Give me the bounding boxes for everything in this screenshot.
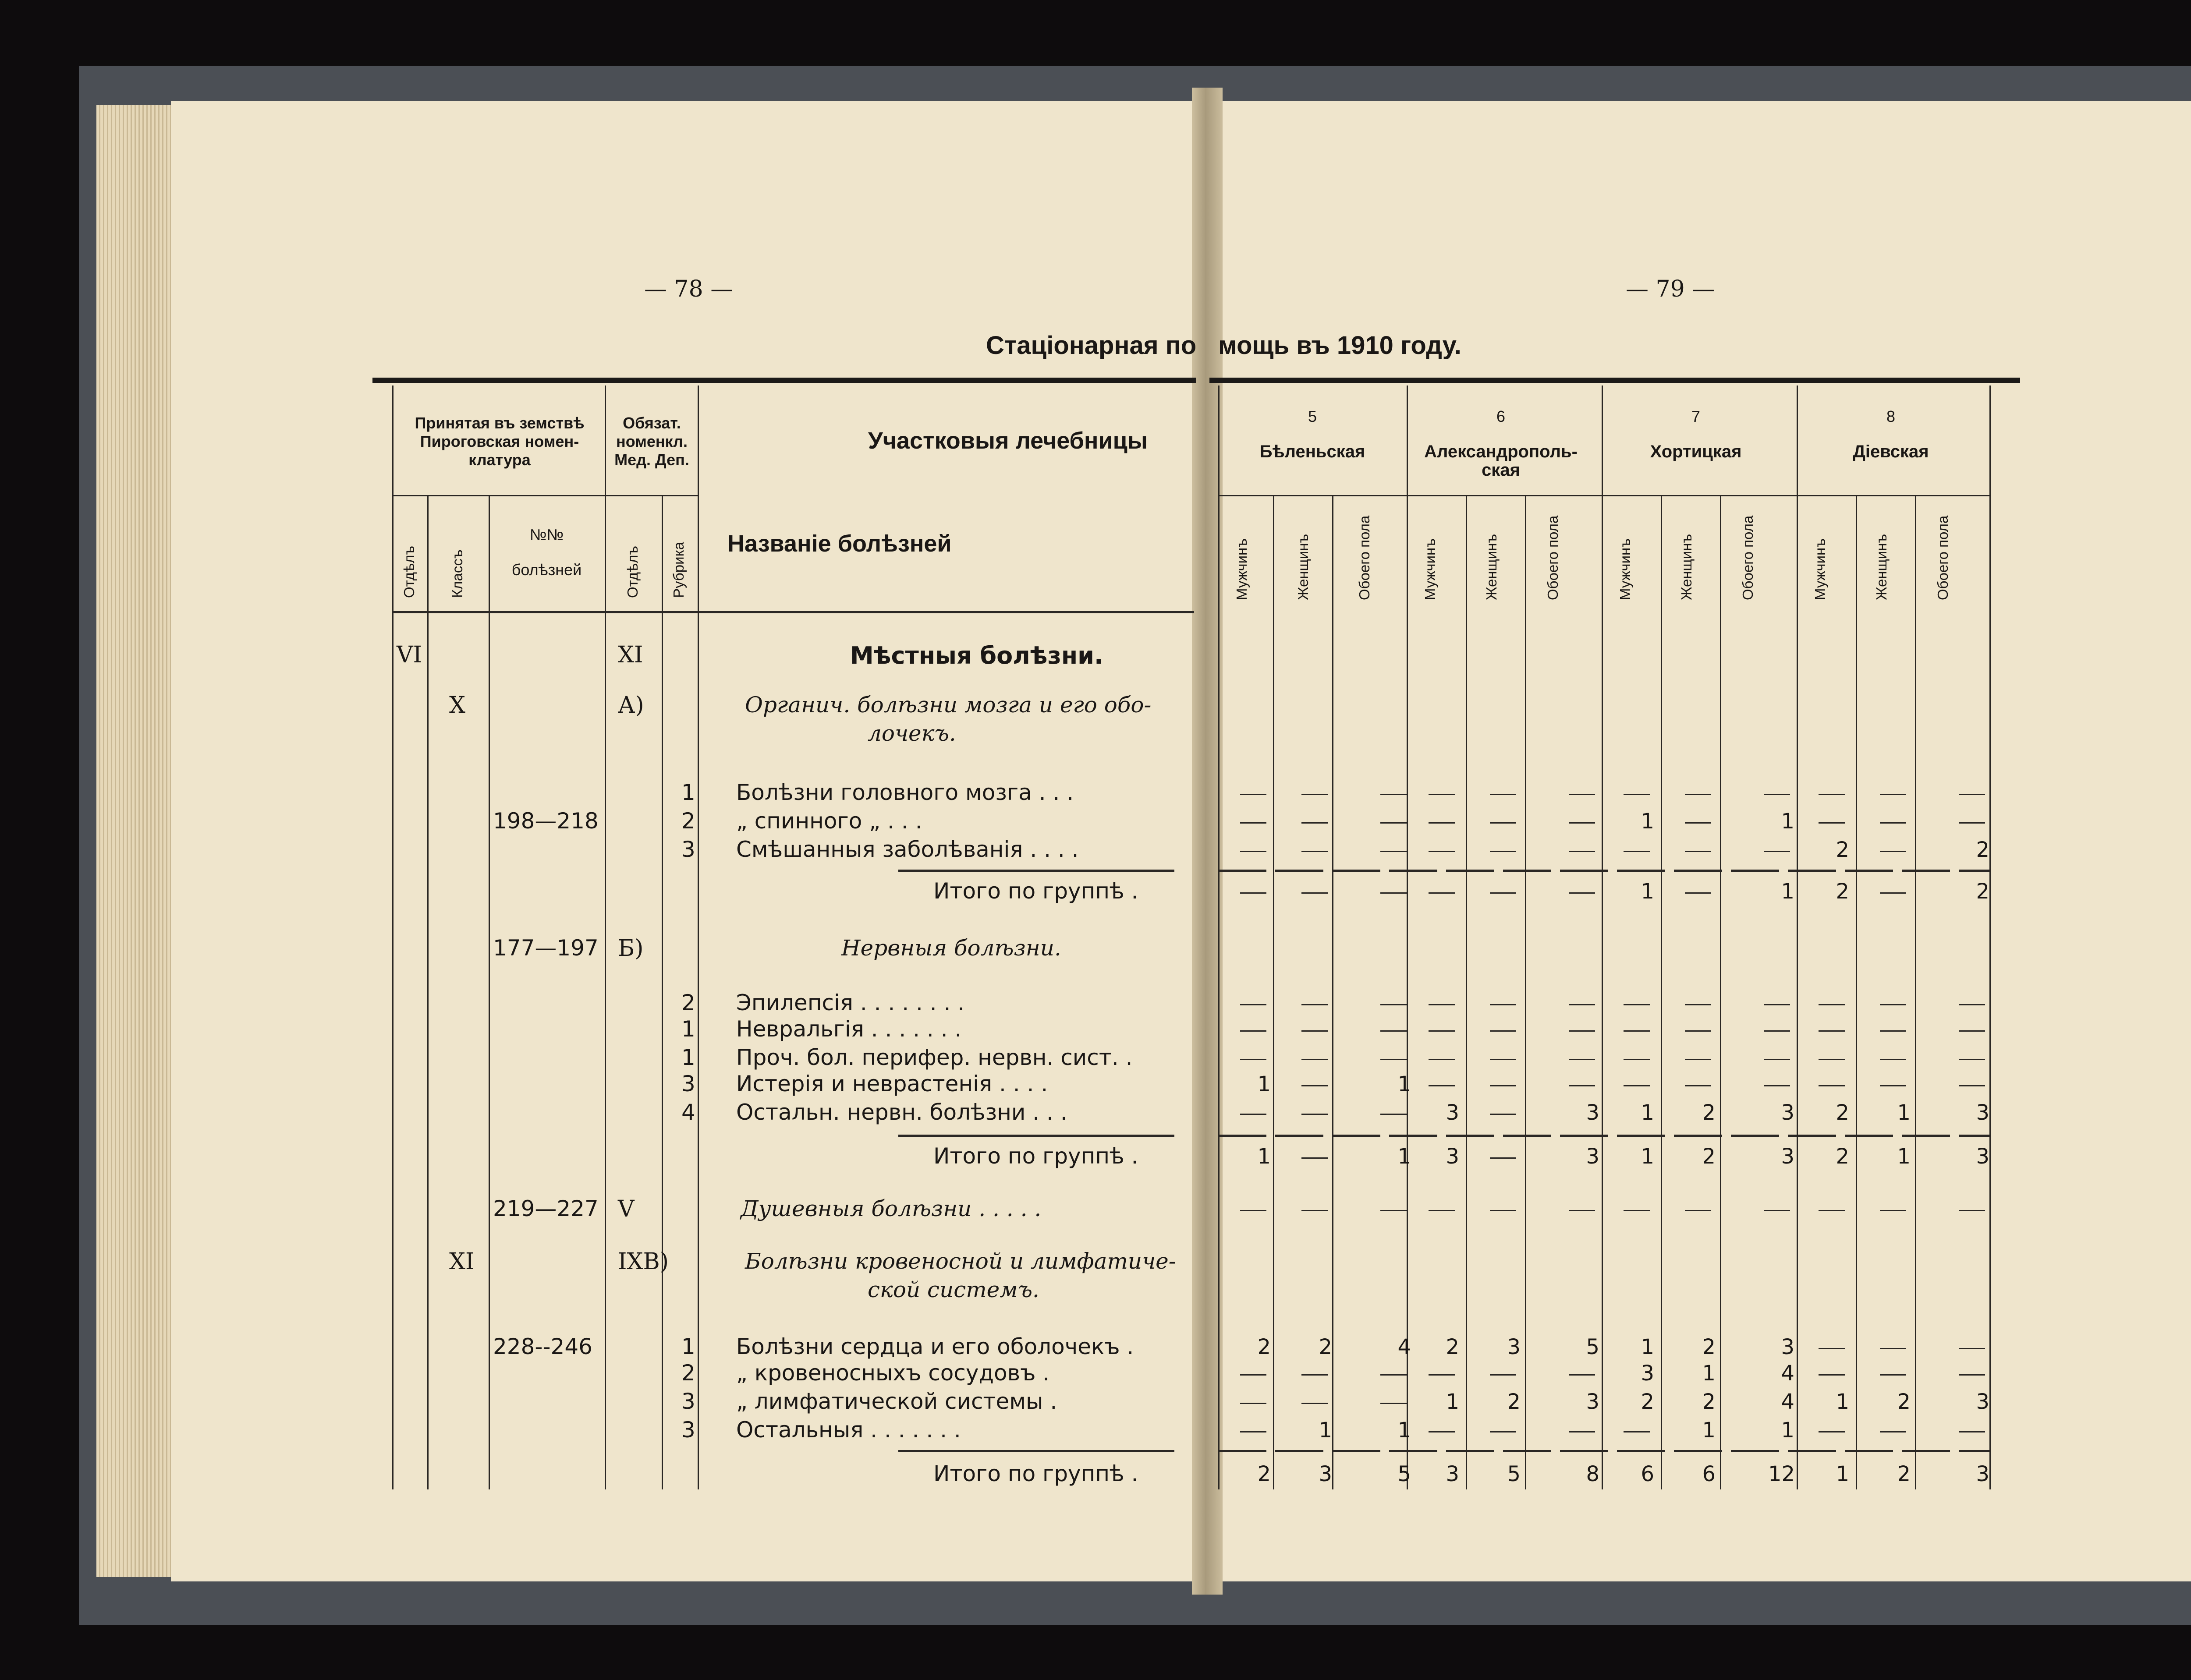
value-dash (1764, 794, 1790, 795)
value-number: 5 (1507, 1462, 1521, 1486)
value-dash (1880, 1210, 1906, 1211)
value-dash (1569, 1431, 1595, 1432)
total-rule (1218, 870, 1989, 872)
value-dash (1240, 1114, 1266, 1115)
value-dash (1380, 1114, 1407, 1115)
value-dash (1959, 1030, 1985, 1032)
row-rubrika: 4 (681, 1100, 695, 1125)
row-rubrika: 3 (681, 1417, 695, 1443)
value-dash (1685, 892, 1711, 894)
row-disease-name: Итого по группѣ . (933, 1143, 1138, 1169)
value-dash (1380, 1059, 1407, 1060)
value-dash (1880, 892, 1906, 894)
value-dash (1880, 822, 1906, 824)
row-disease-name: Болѣзни сердца и его оболочекъ . (736, 1334, 1134, 1359)
row-disease-name: Органич. болѣзни мозга и его обо- (745, 692, 1152, 718)
value-number: 3 (1507, 1335, 1521, 1359)
value-number: 1 (1257, 1144, 1271, 1169)
value-number: 1 (1641, 1144, 1654, 1169)
value-number: 6 (1641, 1462, 1654, 1486)
row-rubrika: 1 (681, 1016, 695, 1042)
row-rubrika: 1 (681, 780, 695, 805)
top-rule-left (372, 378, 1196, 383)
value-number: 2 (1446, 1335, 1459, 1359)
value-dash (1240, 1004, 1266, 1005)
value-dash (1880, 1348, 1906, 1349)
col-klass: Классъ (449, 549, 465, 598)
value-dash (1880, 794, 1906, 795)
value-dash (1959, 1348, 1985, 1349)
value-number: 1 (1702, 1418, 1716, 1443)
value-number: 2 (1702, 1390, 1716, 1414)
row-disease-name: Остальн. нервн. болѣзни . . . (736, 1100, 1067, 1125)
row-disease-name: Проч. бол. перифер. нервн. сист. . (736, 1045, 1133, 1070)
value-dash (1959, 1004, 1985, 1005)
row-rubrika: 1 (681, 1045, 695, 1070)
value-dash (1240, 1374, 1266, 1376)
value-number: 2 (1976, 879, 1989, 904)
value-dash (1240, 794, 1266, 795)
value-dash (1685, 1210, 1711, 1211)
value-dash (1819, 1030, 1845, 1032)
subcol-rule (1720, 495, 1721, 1489)
value-dash (1380, 794, 1407, 795)
value-dash (1301, 794, 1328, 795)
value-dash (1380, 1374, 1407, 1376)
value-number: 4 (1781, 1390, 1794, 1414)
col-rule (1602, 386, 1603, 1489)
right-page-number: — 79 — (1626, 276, 1715, 302)
row-rubrika: 3 (681, 1389, 695, 1414)
value-dash (1569, 1004, 1595, 1005)
value-dash (1819, 1431, 1845, 1432)
value-dash (1490, 1030, 1516, 1032)
value-number: 1 (1641, 1100, 1654, 1125)
value-number: 2 (1702, 1335, 1716, 1359)
value-dash (1490, 1210, 1516, 1211)
value-dash (1490, 1085, 1516, 1086)
value-dash (1301, 1059, 1328, 1060)
subcol-label: Мужчинъ (1617, 538, 1633, 600)
col-bolezney: болѣзней (511, 561, 582, 579)
row-disease-name: Мѣстныя болѣзни. (850, 642, 1103, 669)
value-dash (1959, 822, 1985, 824)
value-dash (1685, 1030, 1711, 1032)
value-dash (1764, 1085, 1790, 1086)
total-rule (898, 1135, 1174, 1137)
value-dash (1490, 1004, 1516, 1005)
row-disease-name: Остальныя . . . . . . . (736, 1417, 961, 1443)
subcol-rule (1466, 495, 1467, 1489)
value-dash (1569, 1374, 1595, 1376)
row-disease-name-cont: лочекъ. (868, 721, 956, 746)
value-number: 2 (1976, 838, 1989, 862)
hospital-name: Бѣленьская (1259, 442, 1365, 461)
value-dash (1490, 822, 1516, 824)
value-number: 12 (1768, 1462, 1795, 1486)
row-disease-name: „ кровеносныхъ сосудовъ . (736, 1360, 1050, 1386)
value-number: 3 (1319, 1462, 1332, 1486)
value-dash (1429, 1030, 1455, 1032)
row-disease-name: Истерія и неврастенія . . . . (736, 1071, 1048, 1096)
row-disease-name: Болѣзни кровеносной и лимфатиче- (745, 1249, 1176, 1274)
row-nn: 198—218 (493, 808, 599, 834)
row-otdel2: XI (618, 642, 643, 668)
row-rubrika: 3 (681, 1071, 695, 1096)
value-dash (1880, 1085, 1906, 1086)
value-dash (1301, 1004, 1328, 1005)
value-number: 2 (1257, 1462, 1271, 1486)
value-number: 2 (1641, 1390, 1654, 1414)
value-number: 1 (1781, 1418, 1794, 1443)
value-dash (1685, 822, 1711, 824)
value-number: 3 (1781, 1144, 1794, 1169)
value-dash (1429, 1004, 1455, 1005)
row-disease-name: Душевныя болѣзни . . . . . (741, 1196, 1042, 1221)
row-disease-name: „ лимфатической системы . (736, 1389, 1057, 1414)
value-number: 6 (1702, 1462, 1716, 1486)
value-number: 1 (1897, 1100, 1911, 1125)
value-dash (1624, 1085, 1650, 1086)
value-number: 3 (1641, 1361, 1654, 1386)
value-number: 1 (1397, 1144, 1411, 1169)
right-page (1205, 101, 2191, 1581)
row-otdel: VI (397, 642, 422, 668)
value-number: 1 (1781, 809, 1794, 834)
value-dash (1880, 1059, 1906, 1060)
value-dash (1380, 1403, 1407, 1404)
value-dash (1240, 822, 1266, 824)
value-dash (1380, 1210, 1407, 1211)
value-dash (1490, 892, 1516, 894)
value-dash (1490, 794, 1516, 795)
value-dash (1240, 1059, 1266, 1060)
value-dash (1380, 1030, 1407, 1032)
value-number: 1 (1319, 1418, 1332, 1443)
col-nn: №№ (529, 526, 564, 544)
left-page-number: — 78 — (644, 276, 734, 302)
value-dash (1569, 892, 1595, 894)
subcol-label: Обоего пола (1356, 515, 1372, 600)
value-dash (1240, 851, 1266, 852)
value-dash (1624, 1004, 1650, 1005)
col-rule (1797, 386, 1798, 1489)
value-dash (1569, 1210, 1595, 1211)
value-dash (1380, 851, 1407, 852)
total-rule (1218, 1450, 1989, 1452)
row-otdel2: IXB) (618, 1249, 669, 1275)
value-number: 2 (1836, 838, 1849, 862)
value-dash (1569, 822, 1595, 824)
row-rubrika: 3 (681, 837, 695, 862)
title-left-part: Стаціонарная по (986, 331, 1197, 360)
value-number: 3 (1976, 1100, 1989, 1125)
value-dash (1301, 1085, 1328, 1086)
row-nn: 219—227 (493, 1196, 599, 1221)
value-dash (1569, 1085, 1595, 1086)
row-otdel2: А) (618, 692, 644, 718)
col-rubrika: Рубрика (670, 541, 687, 598)
hospital-name: Хортицкая (1650, 442, 1742, 461)
value-dash (1685, 794, 1711, 795)
value-dash (1301, 1030, 1328, 1032)
col-rule (1407, 386, 1408, 1489)
value-number: 2 (1836, 1100, 1849, 1125)
value-number: 3 (1586, 1390, 1599, 1414)
value-dash (1380, 1004, 1407, 1005)
value-number: 2 (1507, 1390, 1521, 1414)
subcol-label: Обоего пола (1545, 515, 1561, 600)
value-dash (1490, 1431, 1516, 1432)
value-number: 3 (1586, 1100, 1599, 1125)
value-number: 1 (1446, 1390, 1459, 1414)
value-dash (1685, 1059, 1711, 1060)
value-number: 2 (1897, 1462, 1911, 1486)
value-dash (1490, 1157, 1516, 1159)
hospital-number: 7 (1691, 407, 1701, 425)
value-dash (1624, 1030, 1650, 1032)
value-number: 1 (1781, 879, 1794, 904)
value-dash (1301, 892, 1328, 894)
value-dash (1624, 1059, 1650, 1060)
row-disease-name: Итого по группѣ . (933, 1461, 1138, 1486)
value-number: 4 (1397, 1335, 1411, 1359)
hospital-number: 5 (1308, 407, 1317, 425)
subcol-label: Женщинъ (1873, 534, 1890, 600)
value-dash (1959, 1431, 1985, 1432)
value-dash (1240, 1210, 1266, 1211)
value-dash (1429, 1374, 1455, 1376)
value-dash (1764, 1210, 1790, 1211)
row-disease-name: Эпилепсія . . . . . . . . (736, 990, 965, 1015)
total-rule (1218, 1135, 1989, 1137)
value-number: 2 (1702, 1100, 1716, 1125)
value-dash (1819, 822, 1845, 824)
value-dash (1959, 1210, 1985, 1211)
value-dash (1764, 851, 1790, 852)
value-dash (1764, 1030, 1790, 1032)
value-dash (1490, 851, 1516, 852)
header-disease-name: Названіе болѣзней (727, 531, 952, 557)
value-dash (1569, 1030, 1595, 1032)
row-disease-name: Болѣзни головного мозга . . . (736, 780, 1074, 805)
col-otdel2: Отдѣлъ (624, 545, 641, 598)
value-dash (1301, 1210, 1328, 1211)
value-number: 3 (1446, 1144, 1459, 1169)
hospital-name: Александрополь-ская (1424, 442, 1578, 480)
value-dash (1490, 1059, 1516, 1060)
value-dash (1301, 822, 1328, 824)
value-number: 3 (1446, 1462, 1459, 1486)
subcol-label: Мужчинъ (1234, 538, 1250, 600)
row-otdel2: V (618, 1196, 635, 1222)
subcol-label: Женщинъ (1678, 534, 1695, 600)
value-dash (1569, 794, 1595, 795)
value-dash (1624, 1431, 1650, 1432)
header-hospitals: Участковыя лечебницы (868, 428, 1148, 454)
value-number: 5 (1397, 1462, 1411, 1486)
value-dash (1380, 892, 1407, 894)
value-dash (1624, 794, 1650, 795)
value-dash (1819, 1210, 1845, 1211)
value-dash (1880, 1004, 1906, 1005)
subcol-label: Мужчинъ (1812, 538, 1828, 600)
row-disease-name: Невральгія . . . . . . . (736, 1016, 962, 1042)
value-number: 8 (1586, 1462, 1599, 1486)
value-dash (1429, 892, 1455, 894)
total-rule (898, 1450, 1174, 1452)
value-dash (1764, 1004, 1790, 1005)
row-disease-name: Итого по группѣ . (933, 878, 1138, 904)
header-obligatory: Обязат. номенкл. Мед. Деп. (614, 414, 689, 469)
value-dash (1569, 851, 1595, 852)
title-right-part: мощь въ 1910 году. (1218, 331, 1461, 360)
row-disease-name: „ спинного „ . . . (736, 808, 922, 834)
value-number: 1 (1702, 1361, 1716, 1386)
subcol-label: Женщинъ (1295, 534, 1311, 600)
value-dash (1959, 794, 1985, 795)
row-nn: 228--246 (493, 1334, 592, 1359)
value-dash (1429, 1431, 1455, 1432)
row-otdel2: Б) (618, 935, 644, 962)
value-dash (1301, 1374, 1328, 1376)
value-number: 1 (1641, 879, 1654, 904)
value-dash (1624, 851, 1650, 852)
value-number: 4 (1781, 1361, 1794, 1386)
value-number: 2 (1702, 1144, 1716, 1169)
value-number: 3 (1781, 1100, 1794, 1125)
subcol-rule (1525, 495, 1526, 1489)
value-number: 2 (1836, 879, 1849, 904)
total-rule (898, 870, 1174, 872)
value-dash (1240, 892, 1266, 894)
value-dash (1240, 1403, 1266, 1404)
value-dash (1819, 1374, 1845, 1376)
value-dash (1685, 1004, 1711, 1005)
value-dash (1764, 1059, 1790, 1060)
value-number: 1 (1836, 1462, 1849, 1486)
value-number: 2 (1319, 1335, 1332, 1359)
row-rubrika: 2 (681, 990, 695, 1015)
value-dash (1301, 1114, 1328, 1115)
row-rubrika: 2 (681, 808, 695, 834)
row-disease-name: Нервныя болѣзни. (841, 935, 1061, 961)
value-dash (1240, 1030, 1266, 1032)
value-dash (1685, 1085, 1711, 1086)
row-rubrika: 1 (681, 1334, 695, 1359)
value-number: 1 (1641, 1335, 1654, 1359)
col-otdel: Отдѣлъ (401, 545, 417, 598)
row-nn: 177—197 (493, 935, 599, 961)
subcol-label: Женщинъ (1483, 534, 1500, 600)
hospital-number: 6 (1496, 407, 1506, 425)
value-dash (1880, 1030, 1906, 1032)
value-number: 3 (1781, 1335, 1794, 1359)
value-dash (1301, 1403, 1328, 1404)
value-dash (1880, 1431, 1906, 1432)
value-dash (1624, 1210, 1650, 1211)
value-number: 1 (1897, 1144, 1911, 1169)
value-dash (1959, 1374, 1985, 1376)
value-dash (1490, 1374, 1516, 1376)
row-disease-name-cont: ской системъ. (868, 1277, 1039, 1302)
value-number: 3 (1976, 1390, 1989, 1414)
subcol-rule (1856, 495, 1857, 1489)
col-rule (1218, 386, 1220, 1489)
value-dash (1301, 1157, 1328, 1159)
value-dash (1429, 822, 1455, 824)
value-dash (1301, 851, 1328, 852)
value-number: 2 (1257, 1335, 1271, 1359)
subcol-label: Обоего пола (1935, 515, 1951, 600)
value-dash (1959, 1059, 1985, 1060)
value-number: 1 (1641, 809, 1654, 834)
subcol-rule (1661, 495, 1662, 1489)
subcol-rule (1332, 495, 1333, 1489)
row-rubrika: 2 (681, 1360, 695, 1386)
value-dash (1490, 1114, 1516, 1115)
subcol-rule (1273, 495, 1274, 1489)
value-number: 3 (1446, 1100, 1459, 1125)
value-number: 1 (1836, 1390, 1849, 1414)
hospital-name: Діевская (1853, 442, 1929, 461)
value-number: 3 (1976, 1144, 1989, 1169)
value-dash (1819, 1085, 1845, 1086)
value-dash (1240, 1431, 1266, 1432)
value-number: 3 (1586, 1144, 1599, 1169)
value-dash (1685, 851, 1711, 852)
value-number: 1 (1397, 1072, 1411, 1096)
value-dash (1819, 1059, 1845, 1060)
value-dash (1959, 1085, 1985, 1086)
subcol-label: Обоего пола (1740, 515, 1756, 600)
hospital-number: 8 (1886, 407, 1896, 425)
value-dash (1880, 1374, 1906, 1376)
value-number: 3 (1976, 1462, 1989, 1486)
value-number: 1 (1257, 1072, 1271, 1096)
value-number: 5 (1586, 1335, 1599, 1359)
value-dash (1429, 851, 1455, 852)
header-nomenclature: Принятая въ земствѣ Пироговская номен-клатура (415, 414, 585, 469)
value-number: 2 (1836, 1144, 1849, 1169)
col-rule (1989, 386, 1991, 1489)
row-klass: X (449, 692, 466, 718)
value-dash (1429, 794, 1455, 795)
value-dash (1569, 1059, 1595, 1060)
value-dash (1429, 1059, 1455, 1060)
subcol-rule (1915, 495, 1916, 1489)
value-dash (1819, 1004, 1845, 1005)
top-rule-right (1209, 378, 2020, 383)
value-dash (1819, 794, 1845, 795)
value-dash (1429, 1210, 1455, 1211)
row-klass: XI (449, 1249, 475, 1275)
row-disease-name: Смѣшанныя заболѣванія . . . . (736, 837, 1079, 862)
value-dash (1380, 822, 1407, 824)
hdr-rule (1218, 495, 1989, 496)
value-dash (1880, 851, 1906, 852)
value-number: 1 (1397, 1418, 1411, 1443)
value-dash (1429, 1085, 1455, 1086)
value-dash (1819, 1348, 1845, 1349)
subcol-label: Мужчинъ (1422, 538, 1438, 600)
value-number: 2 (1897, 1390, 1911, 1414)
